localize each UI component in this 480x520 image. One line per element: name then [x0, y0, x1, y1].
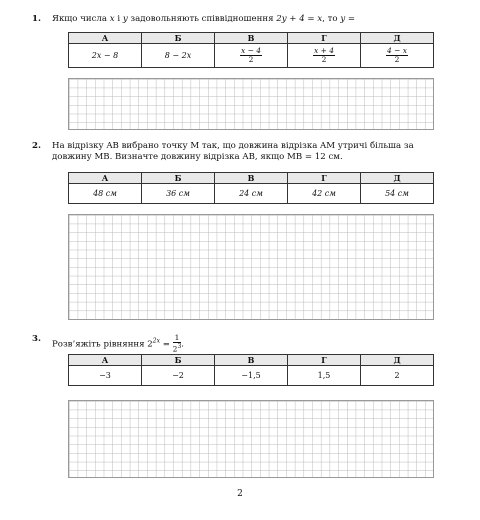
answer-c: $\frac{x - 4}{2}$ [215, 44, 288, 68]
answer-c: −1,5 [215, 366, 288, 386]
answer-e: 54 см [361, 184, 434, 204]
answer-a: −3 [69, 366, 142, 386]
header-d: Г [288, 355, 361, 366]
header-b: Б [142, 355, 215, 366]
answer-e: $\frac{4 - x}{2}$ [361, 44, 434, 68]
header-b: Б [142, 173, 215, 184]
answer-a: 2x − 8 [69, 44, 142, 68]
header-e: Д [361, 355, 434, 366]
answer-table-1 [68, 32, 434, 68]
header-c: В [215, 355, 288, 366]
work-grid-2[interactable] [68, 214, 434, 320]
question-number: 2. [32, 141, 41, 151]
question-text: На відрізку AB вибрано точку M так, що довжина відрізка AM утричі більша за довжину MB. Визначте довжину відрізка AB, якщо MB = 12 см. [52, 141, 414, 162]
answer-d: 42 см [288, 184, 361, 204]
work-grid-3[interactable] [68, 400, 434, 478]
question-number: 3. [32, 334, 41, 344]
header-b: Б [142, 33, 215, 44]
answer-b: −2 [142, 366, 215, 386]
question-number: 1. [32, 14, 41, 24]
header-c: В [215, 173, 288, 184]
answer-c: 24 см [215, 184, 288, 204]
question-text: Якщо числа x і y задовольняють співвідношення 2y + 4 = x, то y = [52, 14, 356, 24]
question-text: Розв’яжіть рівняння $2^{2x}$ = $\frac{1}{2^3}$ . [52, 333, 184, 354]
work-grid-1[interactable] [68, 78, 434, 130]
header-d: Г [288, 33, 361, 44]
answer-b: 8 − 2x [142, 44, 215, 68]
header-e: Д [361, 173, 434, 184]
page-number: 2 [237, 489, 243, 499]
header-d: Г [288, 173, 361, 184]
header-a: А [69, 355, 142, 366]
header-e: Д [361, 33, 434, 44]
answer-e: 2 [361, 366, 434, 386]
answer-table-3 [68, 354, 434, 386]
header-a: А [69, 173, 142, 184]
answer-a: 48 см [69, 184, 142, 204]
answer-b: 36 см [142, 184, 215, 204]
answer-d: 1,5 [288, 366, 361, 386]
answer-table-2 [68, 172, 434, 204]
header-a: А [69, 33, 142, 44]
answer-d: $\frac{x + 4}{2}$ [288, 44, 361, 68]
header-c: В [215, 33, 288, 44]
